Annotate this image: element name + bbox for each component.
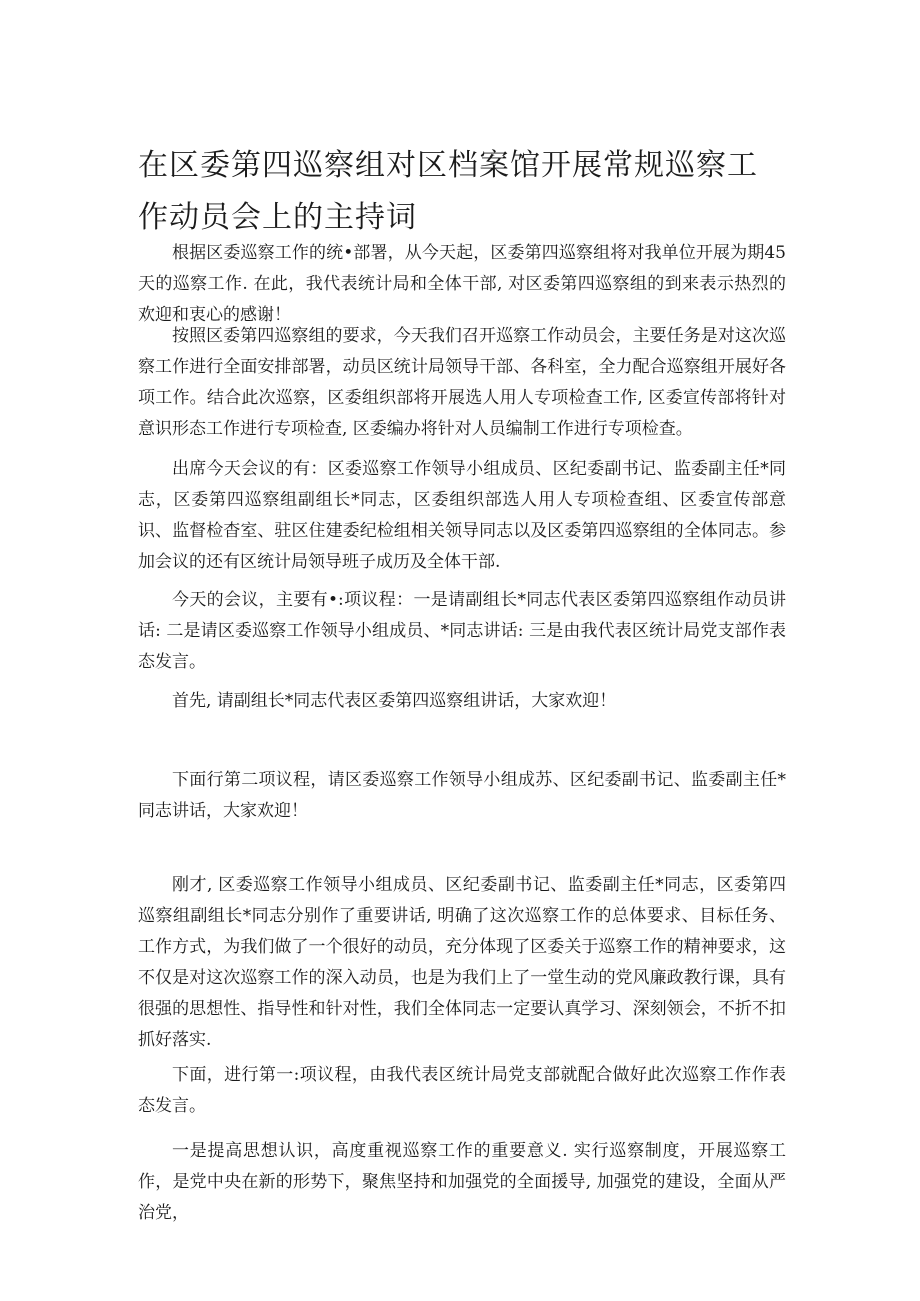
paragraph-block-4 <box>138 585 786 678</box>
paragraph: 首先, 请副组长*同志代表区委第四巡察组讲话，大家欢迎！ <box>172 691 617 711</box>
paragraph: 刚才, 区委巡察工作领导小组成员、区纪委副书记、监委副主任*同志，区委第四巡察组副组长*同志分别作了重要讲话, 明确了这次巡察工作的总体要求、目标任务、工作方式，为我们做了一个很好的动员，充分体现了区委关于巡察工作的精神要求，这不仅是对这次巡察工作的深入动员，也是为我们上了一堂生动的党风廉政教行课，具有很强的思想性、指导性和针对性，我们全体同志一定要认真学习、深刻领会，不折不扣抓好落实. <box>138 875 786 1050</box>
paragraph: 今天的会议，主要有•:项议程：一是请副组长*同志代表区委第四巡察组作动员讲话: 二是请区委巡察工作领导小组成员、*同志讲话: 三是由我代表区统计局党支部作表态发言。 <box>138 590 786 672</box>
paragraph-block-3 <box>138 454 786 578</box>
paragraph: 下面行第二项议程，请区委巡察工作领导小组成苏、区纪委副书记、监委副主任*同志讲话，大家欢迎！ <box>138 770 786 821</box>
document-title: 在区委第四巡察组对区档案馆开展常规巡察工作动员会上的主持词 <box>138 148 758 235</box>
paragraph: 下面，进行第一:项议程，由我代表区统计局党支部就配合做好此次巡察工作作表态发言。 <box>138 1065 786 1116</box>
paragraph-block-2 <box>138 321 786 445</box>
paragraph-block-6 <box>138 765 786 827</box>
paragraph-block-9 <box>138 1136 786 1229</box>
paragraph: 一是提高思想认识，高度重视巡察工作的重要意义. 实行巡察制度，开展巡察工作，是党中央在新的形势下，聚焦坚持和加强党的全面援导, 加强党的建设，全面从严治党， <box>138 1141 786 1223</box>
paragraph-block-7 <box>138 870 786 1056</box>
paragraph-block-5 <box>138 686 786 717</box>
paragraph: 按照区委第四巡察组的要求，今天我们召开巡察工作动员会，主要任务是对这次巡察工作进行全面安排部署，动员区统计局领导干部、各科室，全力配合巡察组开展好各项工作。结合此次巡察，区委组织部将开展选人用人专项检查工作, 区委宣传部将针对意识形态工作进行专项检查, 区委编办将针对人员编制工作进行专项检查。 <box>138 326 786 439</box>
paragraph: 根据区委巡察工作的统•部署，从今天起，区委第四巡察组将对我单位开展为期45天的巡察工作. 在此，我代表统计局和全体干部, 对区委第四巡察组的到来表示热烈的欢迎和衷心的感谢！ <box>138 243 786 325</box>
paragraph-block-8 <box>138 1060 786 1122</box>
paragraph: 出席今天会议的有：区委巡察工作领导小组成员、区纪委副书记、监委副主任*同志，区委第四巡察组副组长*同志，区委组织部选人用人专项检查组、区委宣传部意识、监督检杳室、驻区住建委纪检组相关领导同志以及区委第四巡察组的全体同志。参加会议的还有区统计局领导班子成历及全体干部. <box>138 459 786 572</box>
paragraph-block-1 <box>138 238 786 331</box>
